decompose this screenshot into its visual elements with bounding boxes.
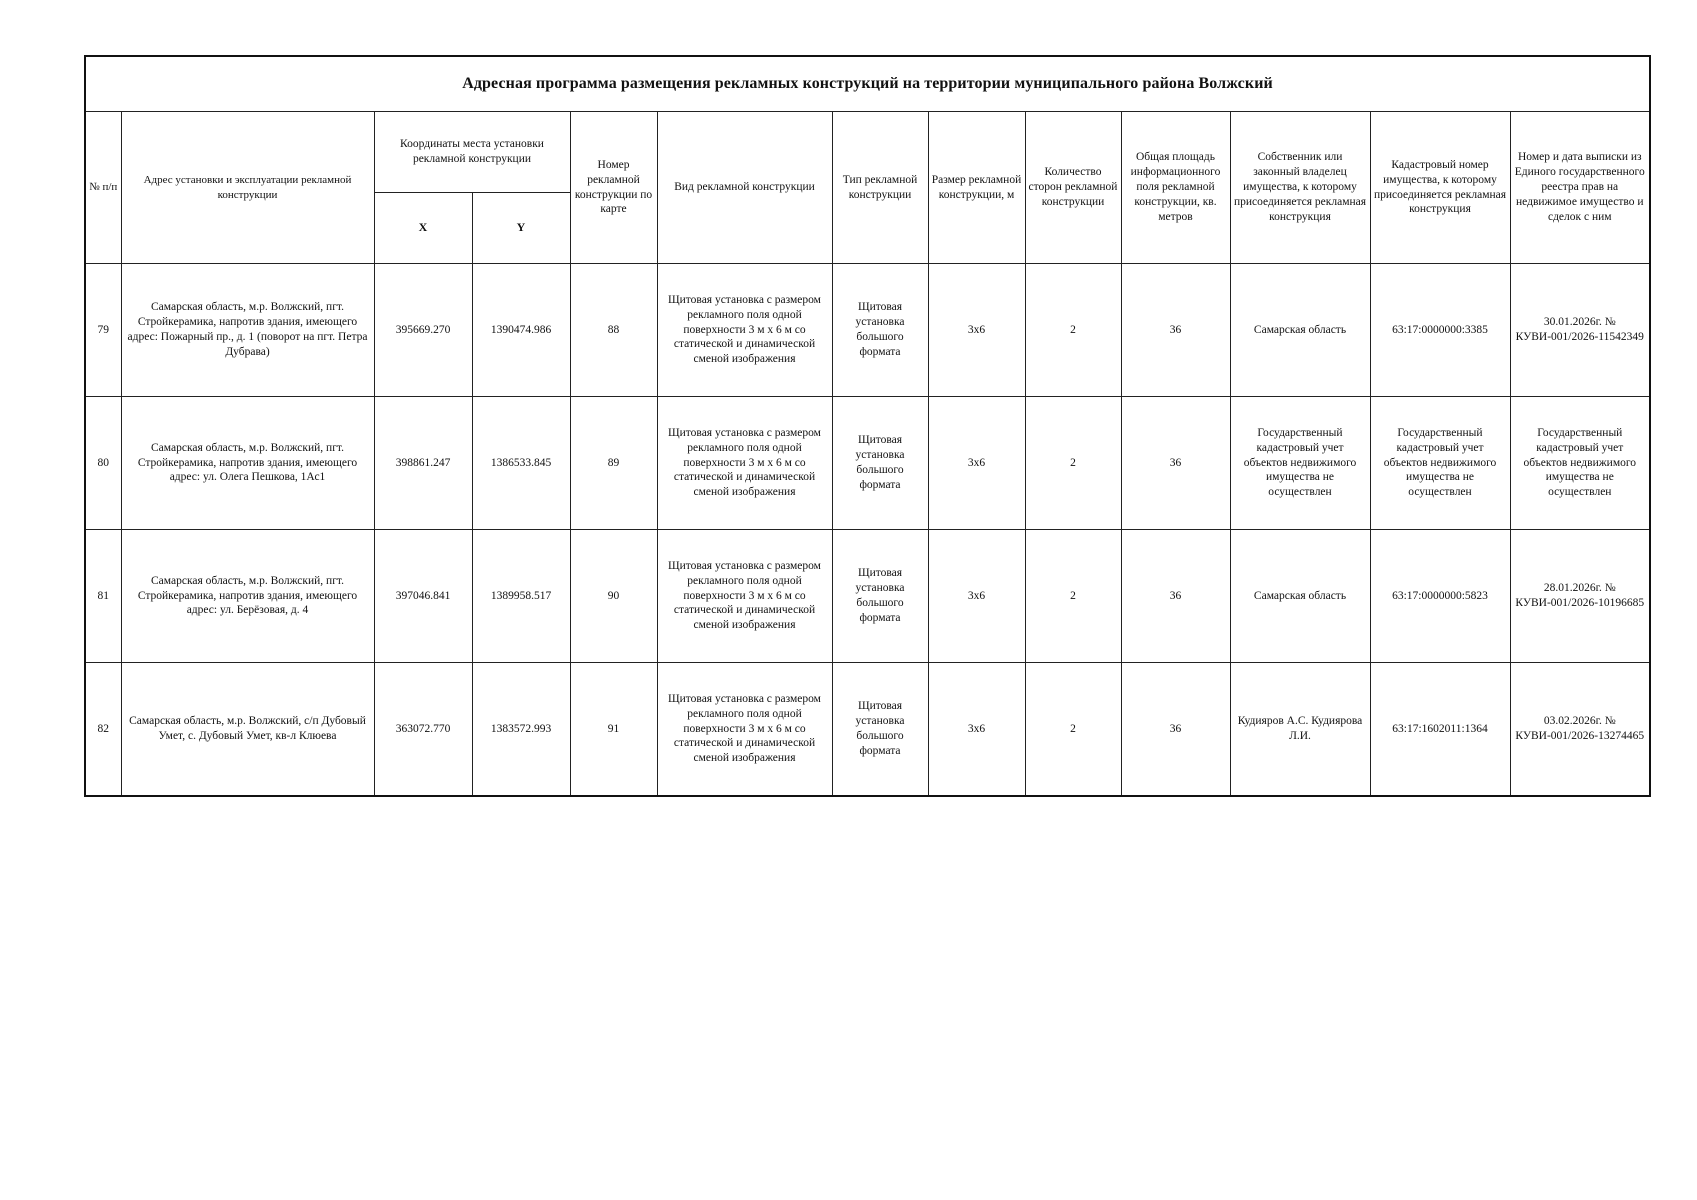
row-num: 81 [85,530,121,663]
header-num: № п/п [85,112,121,264]
header-type: Тип рекламной конструкции [832,112,928,264]
row-sides: 2 [1025,663,1121,797]
header-owner: Собственник или законный владелец имущества, к которому присоединяется рекламная конструкция [1230,112,1370,264]
row-sides: 2 [1025,530,1121,663]
row-extract: Государственный кадастровый учет объектов недвижимого имущества не осуществлен [1510,397,1650,530]
row-x: 363072.770 [374,663,472,797]
row-size: 3х6 [928,397,1025,530]
row-kind: Щитовая установка с размером рекламного поля одной поверхности 3 м х 6 м со статической и динамической сменой изображения [657,530,832,663]
row-kind: Щитовая установка с размером рекламного поля одной поверхности 3 м х 6 м со статической и динамической сменой изображения [657,264,832,397]
row-num: 79 [85,264,121,397]
row-y: 1386533.845 [472,397,570,530]
row-owner: Самарская область [1230,530,1370,663]
row-area: 36 [1121,530,1230,663]
row-type: Щитовая установка большого формата [832,397,928,530]
row-address: Самарская область, м.р. Волжский, пгт. Стройкерамика, напротив здания, имеющего адрес: ул. Берёзовая, д. 4 [121,530,374,663]
row-cadastre: 63:17:0000000:3385 [1370,264,1510,397]
row-address: Самарская область, м.р. Волжский, пгт. Стройкерамика, напротив здания, имеющего адрес: ул. Олега Пешкова, 1Ас1 [121,397,374,530]
table-row [85,530,1650,663]
header-size: Размер рекламной конструкции, м [928,112,1025,264]
table-row [85,397,1650,530]
row-address: Самарская область, м.р. Волжский, пгт. Стройкерамика, напротив здания, имеющего адрес: Пожарный пр., д. 1 (поворот на пгт. Петра Дубрава) [121,264,374,397]
row-x: 397046.841 [374,530,472,663]
row-cadastre: 63:17:1602011:1364 [1370,663,1510,797]
row-type: Щитовая установка большого формата [832,663,928,797]
row-area: 36 [1121,663,1230,797]
row-type: Щитовая установка большого формата [832,264,928,397]
row-size: 3х6 [928,264,1025,397]
row-sides: 2 [1025,397,1121,530]
header-address: Адрес установки и эксплуатации рекламной конструкции [121,112,374,264]
row-map-num: 90 [570,530,657,663]
header-extract: Номер и дата выписки из Единого государственного реестра прав на недвижимое имущество и сделок с ним [1510,112,1650,264]
row-address: Самарская область, м.р. Волжский, с/п Дубовый Умет, с. Дубовый Умет, кв-л Клюева [121,663,374,797]
row-area: 36 [1121,264,1230,397]
row-y: 1383572.993 [472,663,570,797]
row-type: Щитовая установка большого формата [832,530,928,663]
row-num: 82 [85,663,121,797]
row-size: 3х6 [928,663,1025,797]
row-owner: Самарская область [1230,264,1370,397]
advertising-program-table [84,55,1651,797]
row-y: 1389958.517 [472,530,570,663]
row-kind: Щитовая установка с размером рекламного поля одной поверхности 3 м х 6 м со статической и динамической сменой изображения [657,663,832,797]
header-sides: Количество сторон рекламной конструкции [1025,112,1121,264]
row-extract: 03.02.2026г. № КУВИ-001/2026-13274465 [1510,663,1650,797]
header-area: Общая площадь информационного поля рекламной конструкции, кв. метров [1121,112,1230,264]
row-map-num: 89 [570,397,657,530]
header-map-num: Номер рекламной конструкции по карте [570,112,657,264]
row-cadastre: 63:17:0000000:5823 [1370,530,1510,663]
row-num: 80 [85,397,121,530]
header-x: X [374,193,472,264]
header-kind: Вид рекламной конструкции [657,112,832,264]
row-cadastre: Государственный кадастровый учет объектов недвижимого имущества не осуществлен [1370,397,1510,530]
header-cadastre: Кадастровый номер имущества, к которому присоединяется рекламная конструкция [1370,112,1510,264]
table-row [85,264,1650,397]
row-extract: 28.01.2026г. № КУВИ-001/2026-10196685 [1510,530,1650,663]
row-x: 395669.270 [374,264,472,397]
row-sides: 2 [1025,264,1121,397]
document-sheet [84,55,1651,797]
header-y: Y [472,193,570,264]
row-map-num: 88 [570,264,657,397]
row-x: 398861.247 [374,397,472,530]
row-owner: Государственный кадастровый учет объектов недвижимого имущества не осуществлен [1230,397,1370,530]
row-owner: Кудияров А.С. Кудиярова Л.И. [1230,663,1370,797]
row-size: 3х6 [928,530,1025,663]
row-area: 36 [1121,397,1230,530]
row-extract: 30.01.2026г. № КУВИ-001/2026-11542349 [1510,264,1650,397]
header-coords: Координаты места установки рекламной конструкции [374,112,570,193]
table-title: Адресная программа размещения рекламных конструкций на территории муниципального района Волжский [85,56,1650,112]
row-kind: Щитовая установка с размером рекламного поля одной поверхности 3 м х 6 м со статической и динамической сменой изображения [657,397,832,530]
row-y: 1390474.986 [472,264,570,397]
row-map-num: 91 [570,663,657,797]
table-row [85,663,1650,797]
